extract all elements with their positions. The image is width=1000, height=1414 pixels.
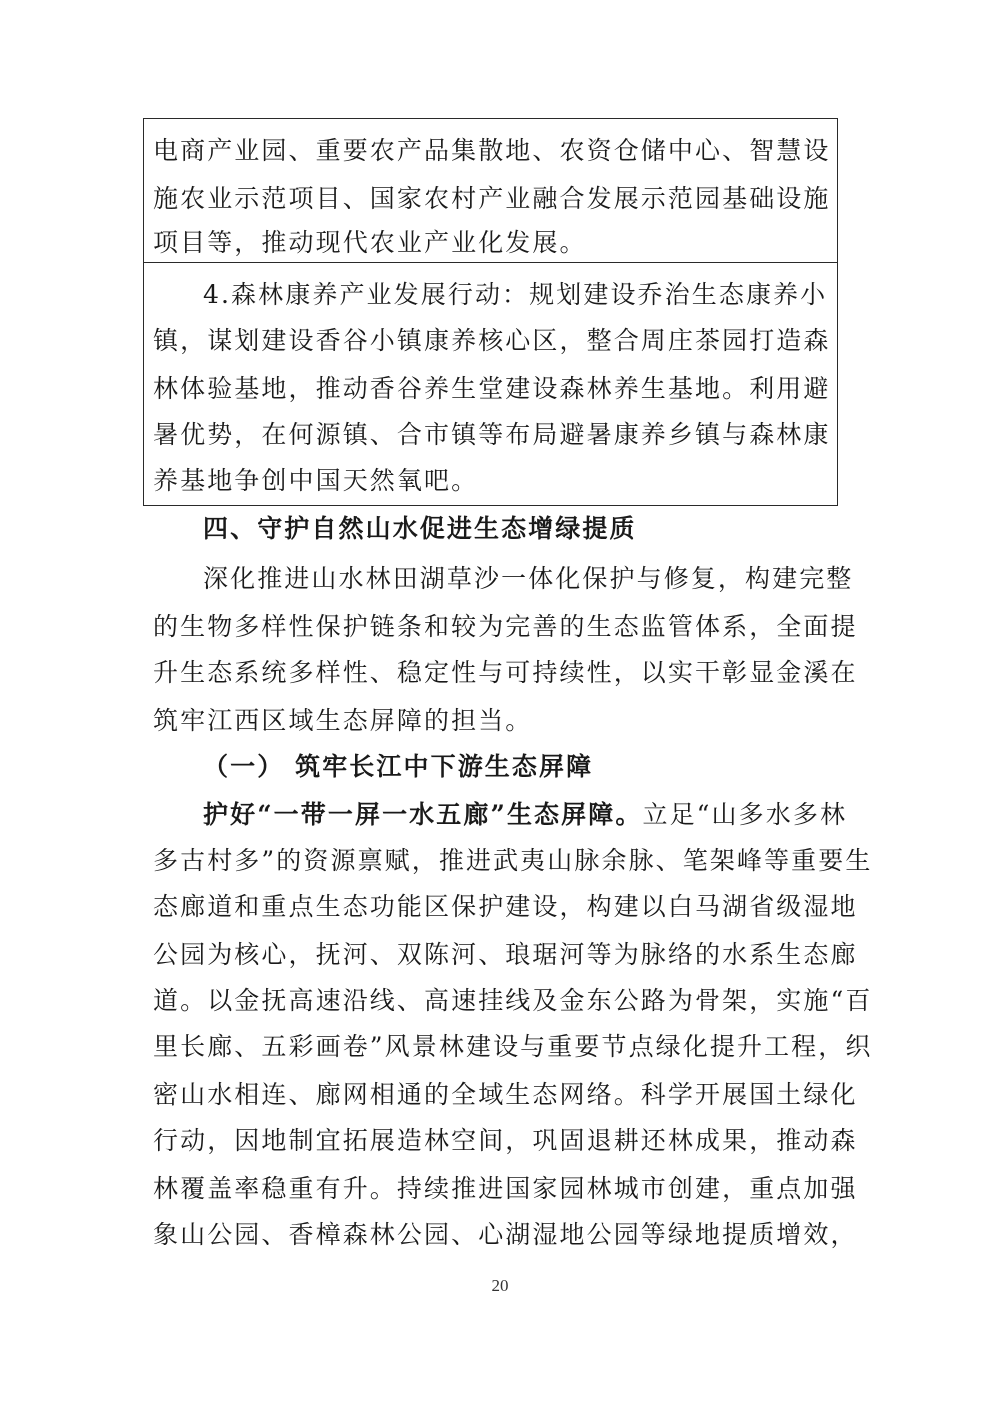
page-number: 20 [491, 1276, 509, 1295]
table-line: 4.森林康养产业发展行动：规划建设乔治生态康养小 [203, 280, 828, 309]
table-line: 养基地争创中国天然氧吧。 [153, 466, 479, 495]
table-line: 施农业示范项目、国家农村产业融合发展示范园基础设施 [153, 184, 831, 213]
body-line: 筑牢江西区域生态屏障的担当。 [153, 706, 533, 735]
body-line: 林覆盖率稳重有升。持续推进国家园林城市创建，重点加强 [153, 1174, 858, 1203]
body-line: 道。以金抚高速沿线、高速挂线及金东公路为骨架，实施“百 [153, 986, 873, 1015]
body-line [203, 800, 847, 830]
body-line: 里长廊、五彩画卷”风景林建设与重要节点绿化提升工程，织 [153, 1032, 873, 1061]
section-heading: 四、守护自然山水促进生态增绿提质 [203, 514, 637, 543]
table-line: 暑优势，在何源镇、合市镇等布局避暑康养乡镇与森林康 [153, 420, 831, 449]
subsection-heading: （一） 筑牢长江中下游生态屏障 [203, 752, 594, 781]
body-line: 的生物多样性保护链条和较为完善的生态监管体系，全面提 [153, 612, 858, 641]
body-line: 公园为核心，抚河、双陈河、琅琚河等为脉络的水系生态廊 [153, 940, 858, 969]
paragraph-lead: 护好“一带一屏一水五廊”生态屏障。 [203, 800, 643, 829]
body-line: 深化推进山水林田湖草沙一体化保护与修复，构建完整 [203, 564, 854, 593]
table-line: 电商产业园、重要农产品集散地、农资仓储中心、智慧设 [153, 136, 831, 165]
body-line: 态廊道和重点生态功能区保护建设，构建以白马湖省级湿地 [153, 892, 858, 921]
table-line: 项目等，推动现代农业产业化发展。 [153, 228, 587, 257]
body-line: 行动，因地制宜拓展造林空间，巩固退耕还林成果，推动森 [153, 1126, 858, 1155]
body-line: 多古村多”的资源禀赋，推进武夷山脉余脉、笔架峰等重要生 [153, 846, 873, 875]
paragraph-first-rest: 立足“山多水多林 [642, 800, 848, 829]
table-line: 镇，谋划建设香谷小镇康养核心区，整合周庄茶园打造森 [153, 326, 831, 355]
table-line: 林体验基地，推动香谷养生堂建设森林养生基地。利用避 [153, 374, 831, 403]
body-line: 升生态系统多样性、稳定性与可持续性，以实干彰显金溪在 [153, 658, 858, 687]
body-line: 密山水相连、廊网相通的全域生态网络。科学开展国土绿化 [153, 1080, 858, 1109]
body-line: 象山公园、香樟森林公园、心湖湿地公园等绿地提质增效， [153, 1220, 858, 1249]
